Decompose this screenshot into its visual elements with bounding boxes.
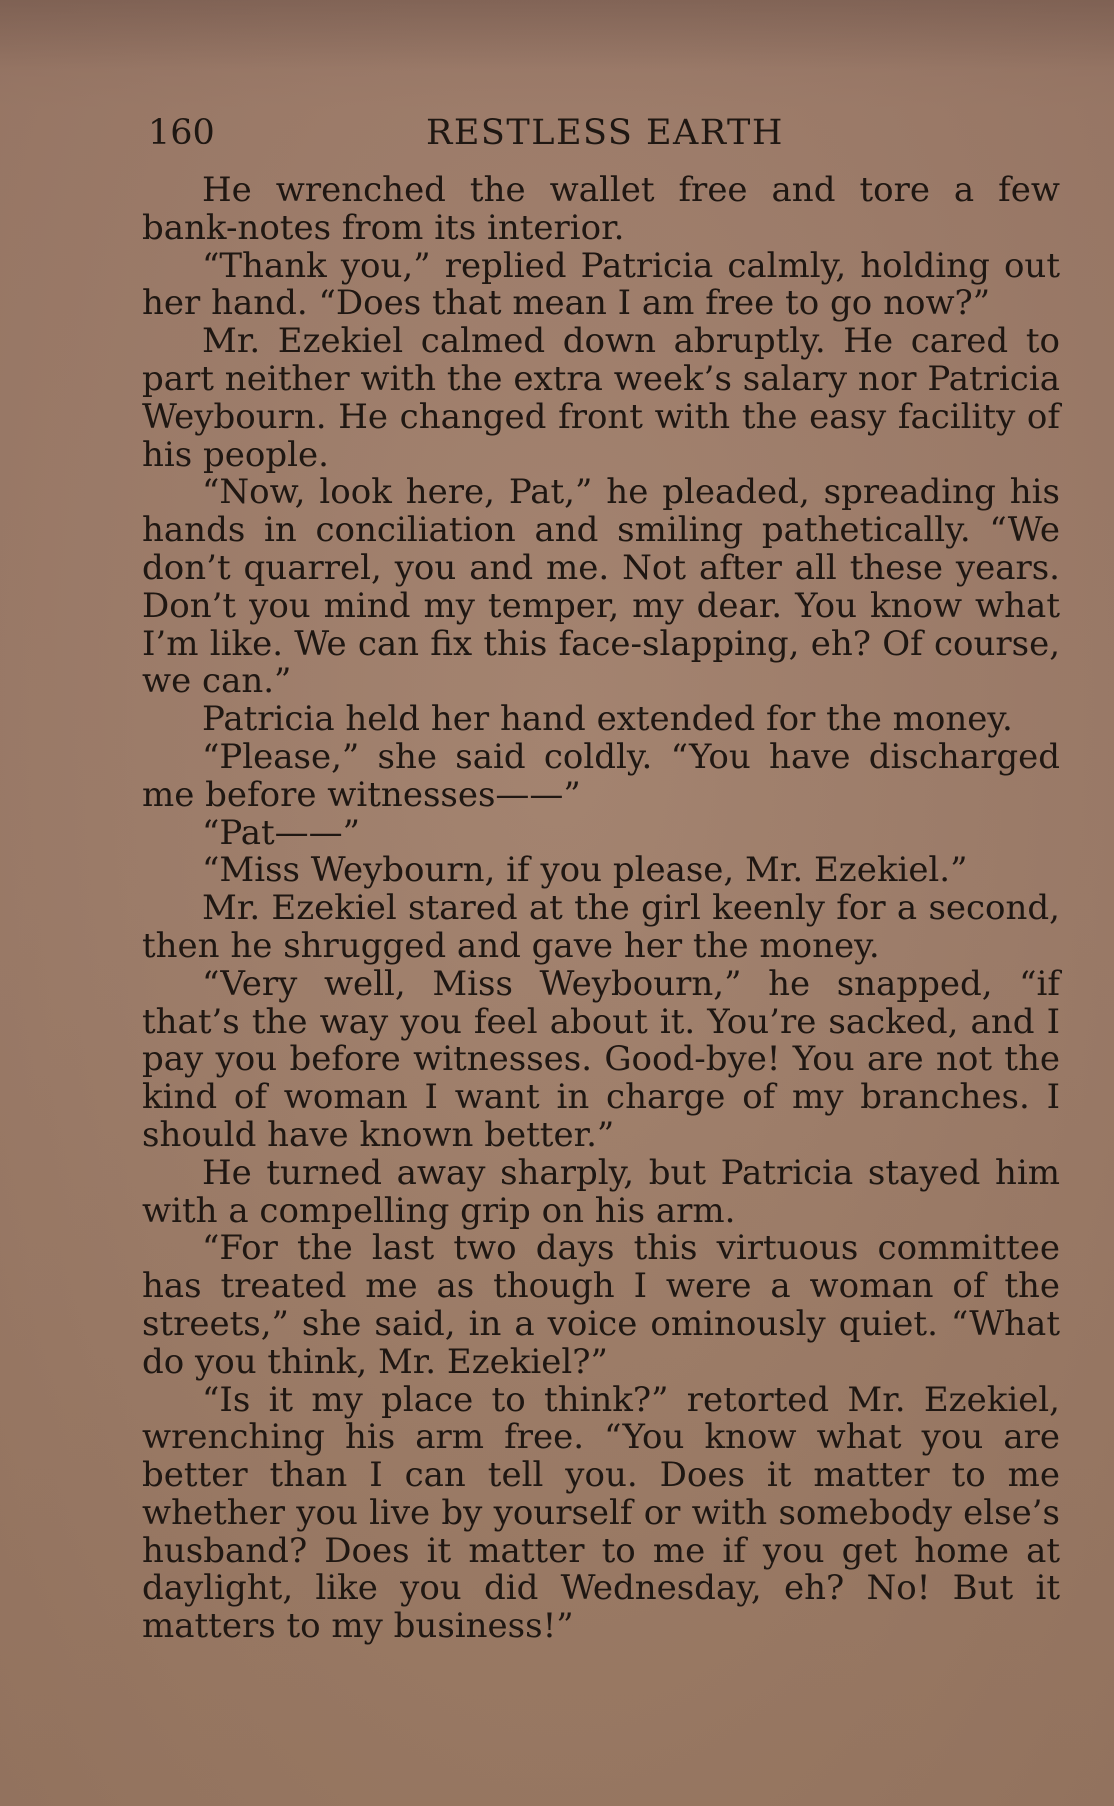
paragraph: Patricia held her hand extended for the money. xyxy=(202,699,1013,740)
paragraph: “Now, look here, Pat,” he pleaded, spreading his hands in conciliation and smiling pathetically. “We don’t quarrel, you and me. Not after all these years. Don’t you mind my temper, my dear. You know what I’m like. We can fix this face-slapping, eh? Of course, we can.” xyxy=(142,472,1060,702)
paragraph: He wrenched the wallet free and tore a few bank-notes from its interior. xyxy=(142,170,1060,248)
paragraph: “Miss Weybourn, if you please, Mr. Ezekiel.” xyxy=(202,850,968,891)
paragraph: He turned away sharply, but Patricia stayed him with a compelling grip on his arm. xyxy=(142,1152,1060,1231)
page-top-shadow xyxy=(0,0,1114,70)
page-number: 160 xyxy=(148,113,215,153)
paragraph: “Thank you,” replied Patricia calmly, holding out her hand. “Does that mean I am free to go now?” xyxy=(142,245,1060,324)
paragraph: “Very well, Miss Weybourn,” he snapped, “if that’s the way you feel about it. You’re sacked, and I pay you before witnesses. Good-bye! You are not the kind of woman I want in charge of my branches. I should have known better.” xyxy=(142,963,1060,1155)
paragraph: “Pat——” xyxy=(202,812,361,853)
paragraph: Mr. Ezekiel stared at the girl keenly for a second, then he shrugged and gave her the money. xyxy=(142,888,1060,966)
running-title: RESTLESS EARTH xyxy=(426,113,784,153)
paragraph: “Please,” she said coldly. “You have discharged me before witnesses——” xyxy=(142,736,1060,815)
running-header xyxy=(148,108,1058,158)
body-text xyxy=(142,172,1060,1646)
paragraph: “Is it my place to think?” retorted Mr. Ezekiel, wrenching his arm free. “You know what you are better than I can tell you. Does it matter to me whether you live by yourself or with somebody else’s husband? Does it matter to me if you get home at daylight, like you did Wednesday, eh? No! But it matters to my business!” xyxy=(142,1379,1060,1647)
paragraph: Mr. Ezekiel calmed down abruptly. He cared to part neither with the extra week’s salary nor Patricia Weybourn. He changed front with the easy facility of his people. xyxy=(142,321,1060,475)
paragraph: “For the last two days this virtuous committee has treated me as though I were a woman of the streets,” she said, in a voice ominously quiet. “What do you think, Mr. Ezekiel?” xyxy=(142,1228,1060,1382)
